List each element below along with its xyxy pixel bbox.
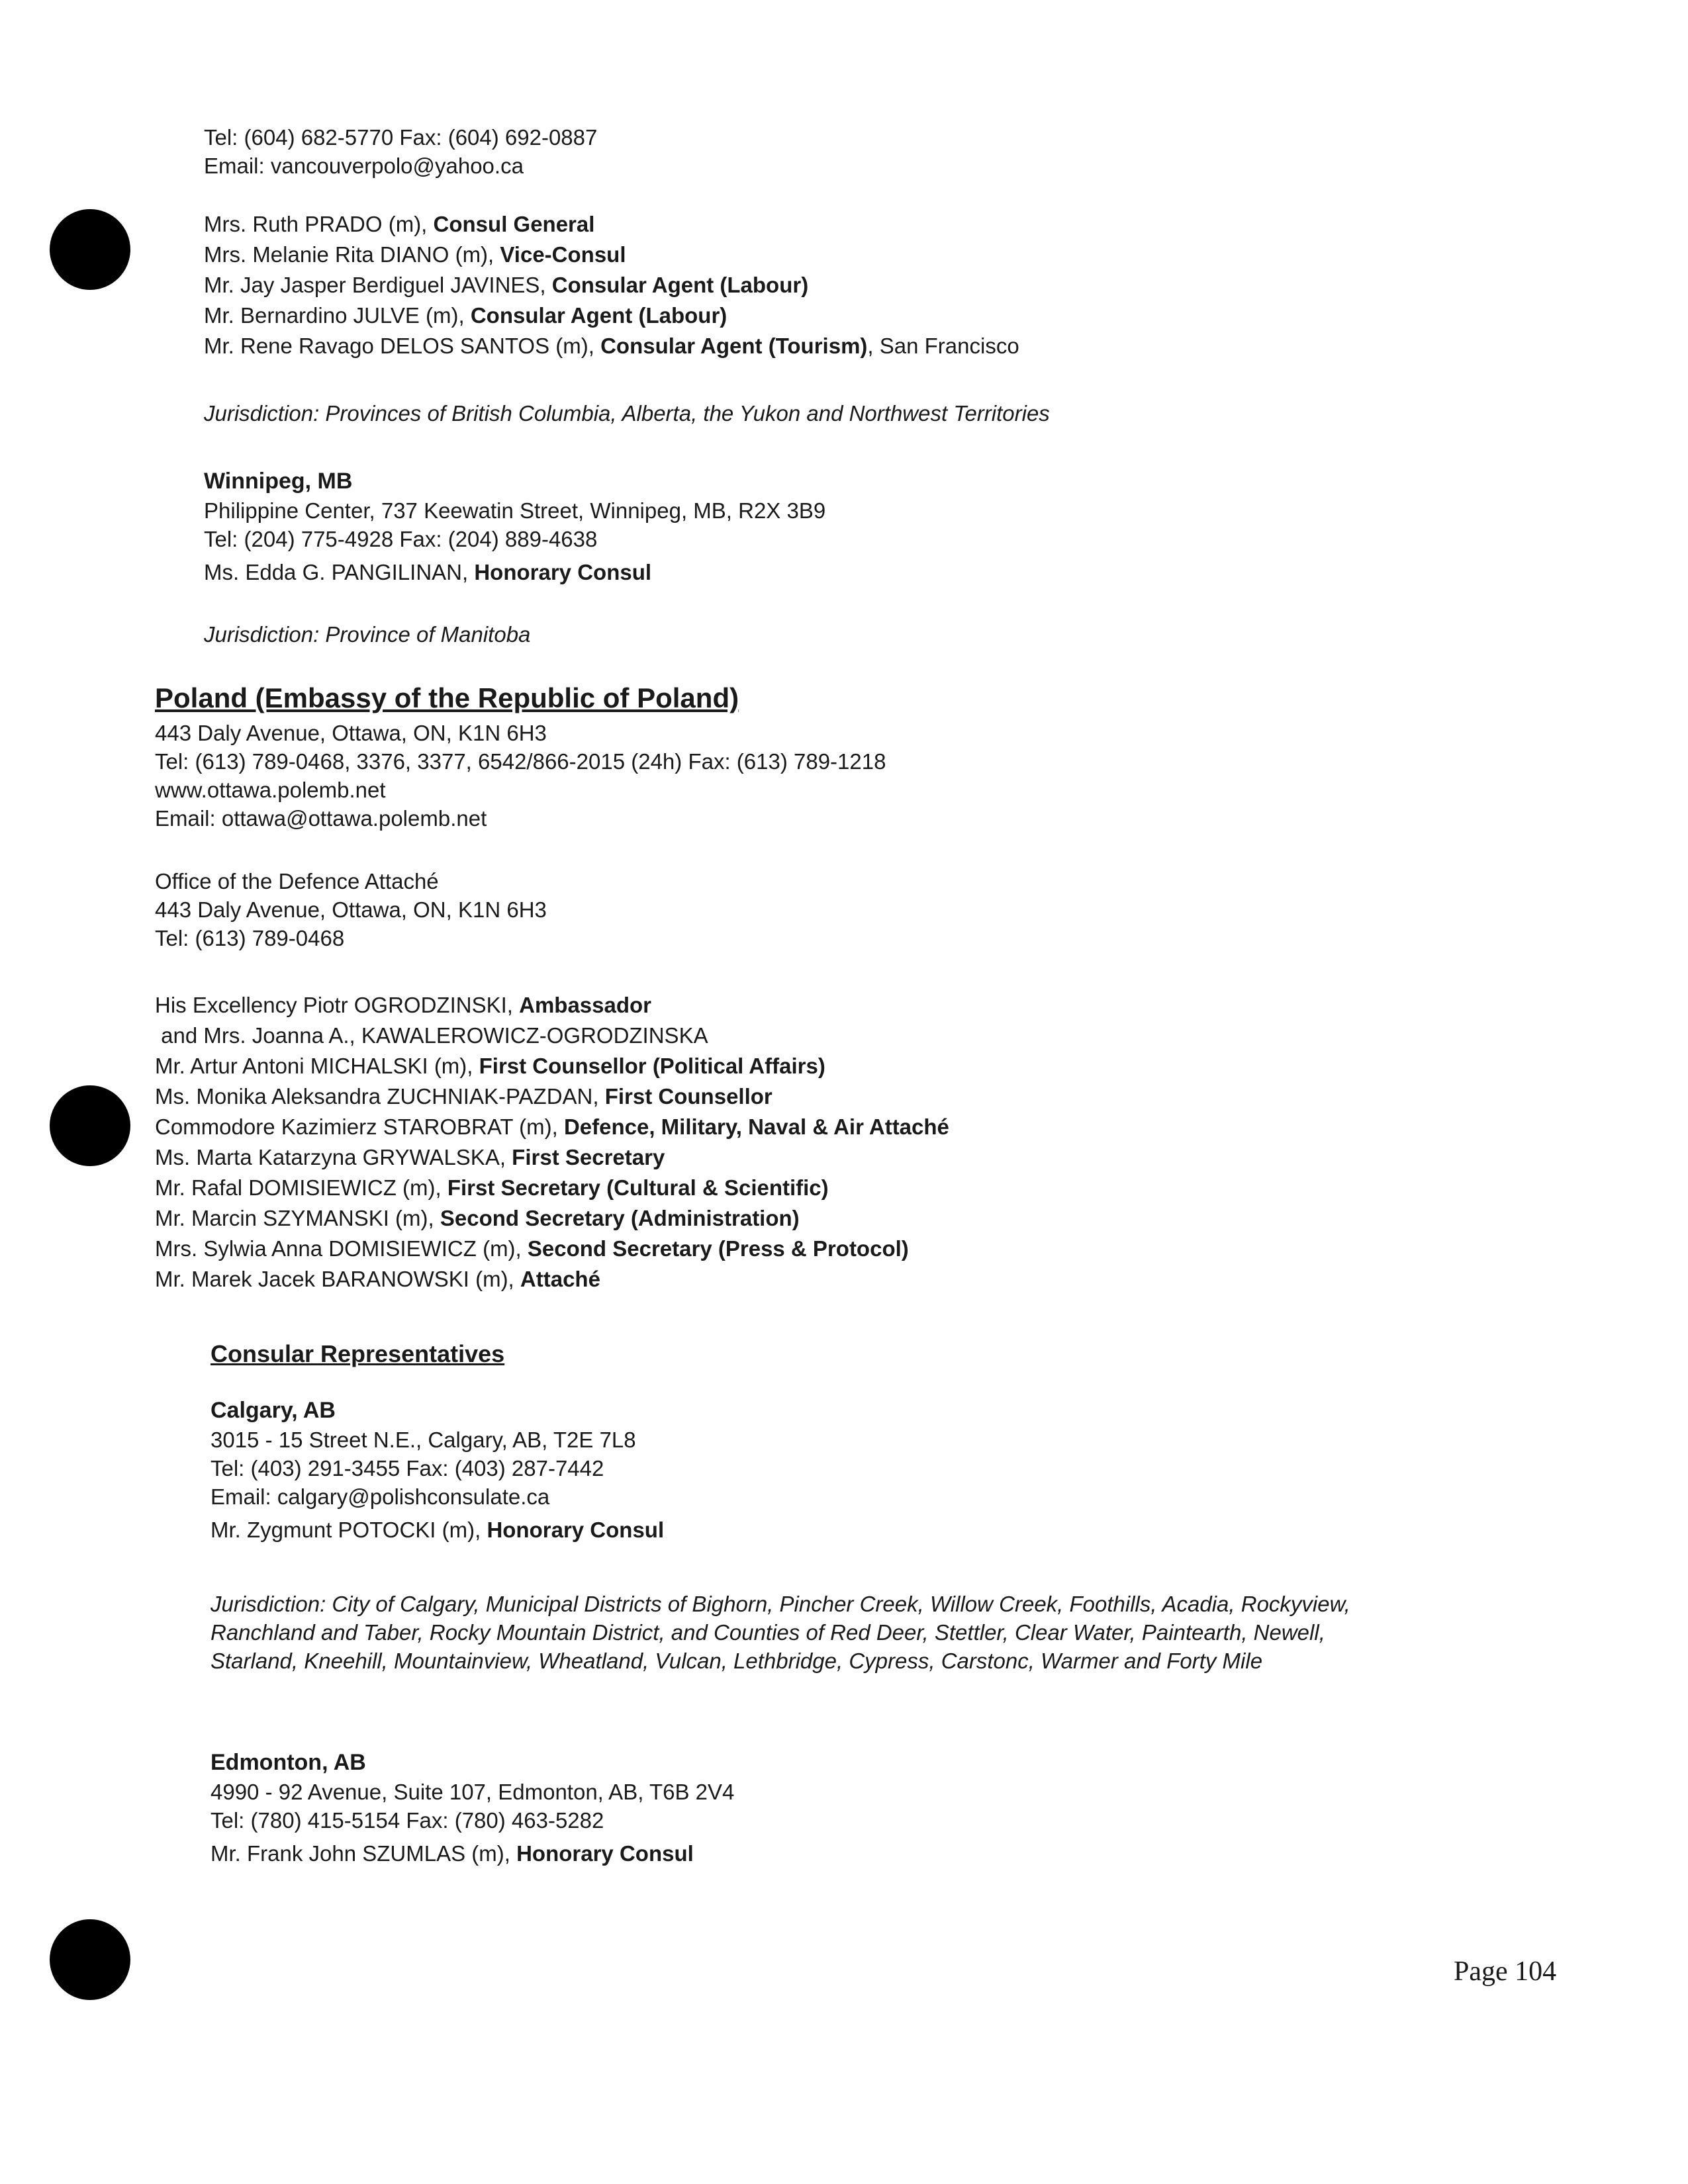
staff-name: Mr. Jay Jasper Berdiguel JAVINES, [204, 273, 552, 297]
vancouver-contact [204, 123, 597, 180]
staff-title: Ambassador [519, 993, 652, 1017]
staff-entry [155, 1234, 949, 1264]
staff-title: Honorary Consul [516, 1841, 694, 1866]
vancouver-jurisdiction: Jurisdiction: Provinces of British Columbia, Alberta, the Yukon and Northwest Territories [204, 401, 1050, 426]
page-number: Page 104 [1454, 1956, 1557, 1987]
consular-representatives-heading: Consular Representatives [211, 1340, 505, 1367]
staff-name: Mr. Marek Jacek BARANOWSKI (m), [155, 1267, 520, 1291]
staff-name: Ms. Monika Aleksandra ZUCHNIAK-PAZDAN, [155, 1084, 605, 1109]
staff-title: Honorary Consul [487, 1518, 665, 1542]
staff-entry [204, 300, 1019, 331]
staff-entry [211, 1515, 664, 1545]
tel-fax: Tel: (613) 789-0468, 3376, 3377, 6542/866-2015 (24h) Fax: (613) 789-1218 [155, 749, 886, 774]
staff-entry [211, 1839, 734, 1869]
city-heading: Winnipeg, MB [204, 469, 353, 494]
staff-title: Consular Agent (Labour) [470, 303, 727, 328]
winnipeg-consulate [204, 466, 825, 588]
staff-name: Mr. Zygmunt POTOCKI (m), [211, 1518, 487, 1542]
address: 3015 - 15 Street N.E., Calgary, AB, T2E 7L8 [211, 1428, 636, 1452]
staff-entry [155, 1051, 949, 1081]
country-heading: Poland (Embassy of the Republic of Poland) [155, 682, 739, 713]
staff-entry [155, 1021, 949, 1051]
staff-name: Ms. Edda G. PANGILINAN, [204, 560, 475, 584]
staff-entry [155, 1081, 949, 1112]
binder-hole-middle [50, 1085, 130, 1166]
jurisdiction-line: Jurisdiction: City of Calgary, Municipal Districts of Bighorn, Pincher Creek, Willow Creek, Foothills, Acadia, Rockyview, [211, 1592, 1350, 1616]
jurisdiction-line: Starland, Kneehill, Mountainview, Wheatland, Vulcan, Lethbridge, Cypress, Carstonc, Warmer and Forty Mile [211, 1649, 1263, 1673]
poland-embassy-contact [155, 719, 886, 833]
staff-name: His Excellency Piotr OGRODZINSKI, [155, 993, 520, 1017]
tel-fax: Tel: (204) 775-4928 Fax: (204) 889-4638 [204, 527, 598, 551]
staff-title: Consular Agent (Labour) [551, 273, 809, 297]
tel-fax: Tel: (780) 415-5154 Fax: (780) 463-5282 [211, 1808, 604, 1833]
staff-title: Attaché [520, 1267, 600, 1291]
staff-title: First Counsellor [604, 1084, 773, 1109]
email: Email: ottawa@ottawa.polemb.net [155, 806, 487, 831]
city-heading: Calgary, AB [211, 1398, 336, 1423]
staff-name: Ms. Marta Katarzyna GRYWALSKA, [155, 1145, 512, 1169]
staff-entry [155, 1264, 949, 1295]
vancouver-tel-fax: Tel: (604) 682-5770 Fax: (604) 692-0887 [204, 125, 598, 150]
staff-name: Mr. Rafal DOMISIEWICZ (m), [155, 1175, 447, 1200]
staff-title: Honorary Consul [474, 560, 652, 584]
staff-title: Defence, Military, Naval & Air Attaché [563, 1115, 949, 1139]
staff-entry [155, 1173, 949, 1203]
calgary-consulate [211, 1395, 664, 1545]
staff-name: Mrs. Melanie Rita DIANO (m), [204, 242, 500, 267]
staff-entry [155, 1142, 949, 1173]
staff-title: First Secretary [512, 1145, 665, 1169]
office-title: Office of the Defence Attaché [155, 869, 439, 893]
website: www.ottawa.polemb.net [155, 778, 386, 802]
winnipeg-jurisdction: Jurisdiction: Province of Manitoba [204, 622, 531, 647]
staff-name: Mr. Bernardino JULVE (m), [204, 303, 471, 328]
staff-entry [204, 209, 1019, 240]
staff-title: Second Secretary (Administration) [440, 1206, 800, 1230]
staff-name: Commodore Kazimierz STAROBRAT (m), [155, 1115, 564, 1139]
binder-hole-top [50, 209, 130, 290]
staff-name: Mr. Frank John SZUMLAS (m), [211, 1841, 517, 1866]
staff-entry [204, 331, 1019, 361]
jurisdiction-line: Ranchland and Taber, Rocky Mountain District, and Counties of Red Deer, Stettler, Clear Water, Paintearth, Newell, [211, 1620, 1325, 1645]
email: Email: calgary@polishconsulate.ca [211, 1484, 550, 1509]
tel: Tel: (613) 789-0468 [155, 926, 345, 950]
staff-name: Mr. Artur Antoni MICHALSKI (m), [155, 1054, 479, 1078]
vancouver-email: Email: vancouverpolo@yahoo.ca [204, 154, 524, 178]
defence-attache-office [155, 867, 547, 952]
staff-entry [204, 557, 825, 588]
calgary-jurisdiction [211, 1590, 1350, 1675]
staff-entry [155, 1112, 949, 1142]
staff-location: , San Francisco [867, 334, 1019, 358]
staff-entry [155, 990, 949, 1021]
embassy-staff-list [155, 990, 949, 1295]
staff-title: Vice-Consul [500, 242, 626, 267]
address: 443 Daly Avenue, Ottawa, ON, K1N 6H3 [155, 721, 547, 745]
staff-entry [204, 240, 1019, 270]
vancouver-staff-list [204, 209, 1019, 361]
staff-entry [204, 270, 1019, 300]
staff-name: Mr. Rene Ravago DELOS SANTOS (m), [204, 334, 601, 358]
address: 4990 - 92 Avenue, Suite 107, Edmonton, AB, T6B 2V4 [211, 1780, 735, 1804]
staff-name: Mrs. Sylwia Anna DOMISIEWICZ (m), [155, 1236, 528, 1261]
edmonton-consulate [211, 1747, 734, 1869]
staff-title: Consul General [433, 212, 595, 236]
staff-title: First Secretary (Cultural & Scientific) [447, 1175, 829, 1200]
address: 443 Daly Avenue, Ottawa, ON, K1N 6H3 [155, 897, 547, 922]
staff-entry [155, 1203, 949, 1234]
city-heading: Edmonton, AB [211, 1750, 366, 1775]
staff-title: Consular Agent (Tourism) [600, 334, 868, 358]
staff-title: First Counsellor (Political Affairs) [479, 1054, 825, 1078]
staff-title: Second Secretary (Press & Protocol) [527, 1236, 909, 1261]
staff-name: Mrs. Ruth PRADO (m), [204, 212, 434, 236]
staff-name: Mr. Marcin SZYMANSKI (m), [155, 1206, 440, 1230]
binder-hole-bottom [50, 1919, 130, 2000]
staff-name: and Mrs. Joanna A., KAWALEROWICZ-OGRODZINSKA [155, 1023, 708, 1048]
tel-fax: Tel: (403) 291-3455 Fax: (403) 287-7442 [211, 1456, 604, 1480]
address: Philippine Center, 737 Keewatin Street, Winnipeg, MB, R2X 3B9 [204, 498, 826, 523]
